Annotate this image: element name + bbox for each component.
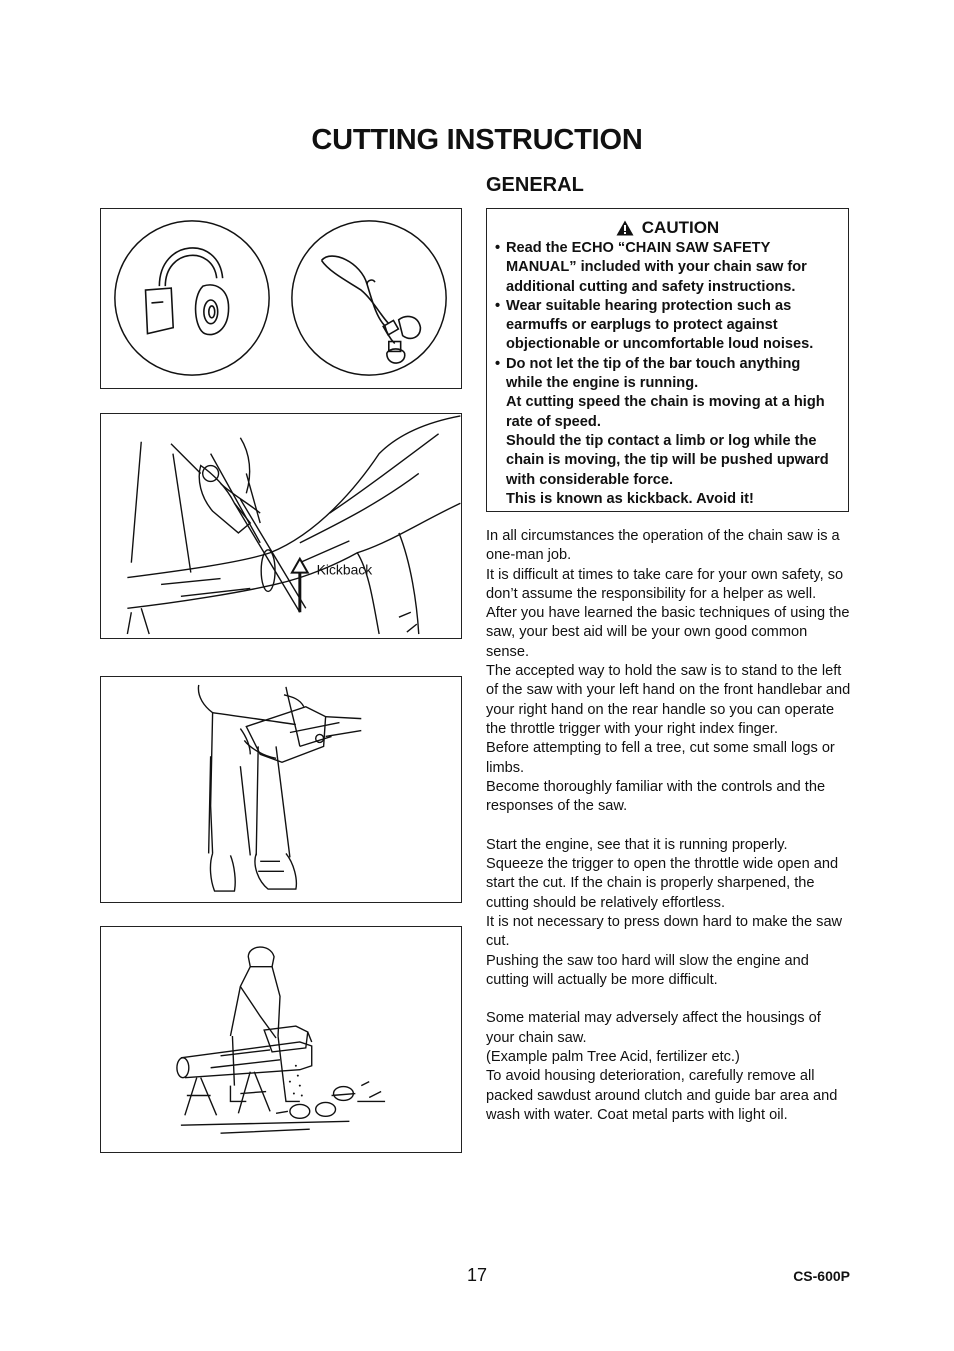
page-number: 17 bbox=[466, 1265, 488, 1285]
body-paragraph: Start the engine, see that it is running properly. bbox=[486, 836, 788, 853]
body-paragraph: Squeeze the trigger to open the throttle wide open and start the cut. If the chain is properly sharpened, the cutting should be relatively effortless. bbox=[486, 856, 839, 911]
caution-line: Should the tip contact a limb or log while the chain is moving, the tip will be pushed upward with considerable force. bbox=[506, 432, 829, 488]
body-paragraph: It is not necessary to press down hard to make the saw cut. bbox=[486, 913, 843, 950]
caution-item bbox=[495, 297, 840, 355]
body-paragraph: In all circumstances the operation of the chain saw is a one-man job. bbox=[486, 528, 840, 564]
body-paragraph: Before attempting to fell a tree, cut some small logs or limbs. bbox=[486, 740, 835, 776]
body-paragraph: After you have learned the basic techniques of using the saw, your best aid will be your own good common sense. bbox=[486, 605, 850, 660]
caution-line: • Do not let the tip of the bar touch anything while the engine is running. bbox=[506, 355, 801, 392]
caution-line: This is known as kickback. Avoid it! bbox=[506, 490, 754, 507]
earmuffs-icon bbox=[146, 248, 229, 335]
holding-saw-figure bbox=[100, 676, 462, 903]
caution-item bbox=[495, 239, 840, 297]
body-text bbox=[486, 527, 852, 1125]
caution-item bbox=[495, 355, 840, 509]
warning-triangle-icon bbox=[616, 220, 634, 236]
caution-heading bbox=[495, 217, 840, 239]
caution-box bbox=[486, 208, 849, 512]
body-paragraph: It is difficult at times to take care for your own safety, so don’t assume the responsibility for a helper as well. bbox=[486, 566, 844, 602]
hearing-protection-figure bbox=[100, 208, 462, 389]
kickback-label: Kickback bbox=[316, 561, 373, 578]
body-paragraph: Pushing the saw too hard will slow the engine and cutting will actually be more difficult. bbox=[486, 952, 809, 988]
paragraph-gap bbox=[486, 990, 852, 1009]
kickback-figure bbox=[100, 413, 462, 639]
caution-list bbox=[495, 239, 840, 509]
kickback-illustration bbox=[101, 414, 461, 638]
caution-heading-text: CAUTION bbox=[641, 218, 720, 237]
sawhorse-cutting-figure bbox=[100, 926, 462, 1153]
model-number: CS-600P bbox=[793, 1268, 850, 1284]
body-paragraph: Some material may adversely affect the housings of your chain saw. bbox=[486, 1010, 821, 1046]
hearing-protection-illustration bbox=[101, 209, 461, 388]
caution-line: At cutting speed the chain is moving at a high rate of speed. bbox=[506, 394, 825, 430]
body-paragraph: (Example palm Tree Acid, fertilizer etc.) bbox=[486, 1049, 740, 1066]
paragraph-gap bbox=[486, 816, 852, 835]
earplugs-icon bbox=[322, 256, 421, 363]
body-paragraph: The accepted way to hold the saw is to stand to the left of the saw with your left hand on the front handlebar and your right hand on the rear handle so you can operate the throttle trigger with your right index finger. bbox=[486, 663, 851, 737]
sawhorse-cutting-illustration bbox=[101, 927, 461, 1152]
holding-saw-illustration bbox=[101, 677, 461, 902]
body-paragraph: Become thoroughly familiar with the controls and the responses of the saw. bbox=[486, 778, 826, 815]
body-paragraph: To avoid housing deterioration, carefully remove all packed sawdust around clutch and guide bar area and wash with water. Coat metal parts with light oil. bbox=[486, 1068, 838, 1123]
section-heading: GENERAL bbox=[486, 174, 584, 196]
caution-line: • Wear suitable hearing protection such as earmuffs or earplugs to protect against objectionable or uncomfortable loud noises. bbox=[506, 297, 814, 353]
page-title: CUTTING INSTRUCTION bbox=[311, 124, 643, 156]
caution-line: • Read the ECHO “CHAIN SAW SAFETY MANUAL” included with your chain saw for additional cutting and safety instructions. bbox=[506, 240, 807, 295]
